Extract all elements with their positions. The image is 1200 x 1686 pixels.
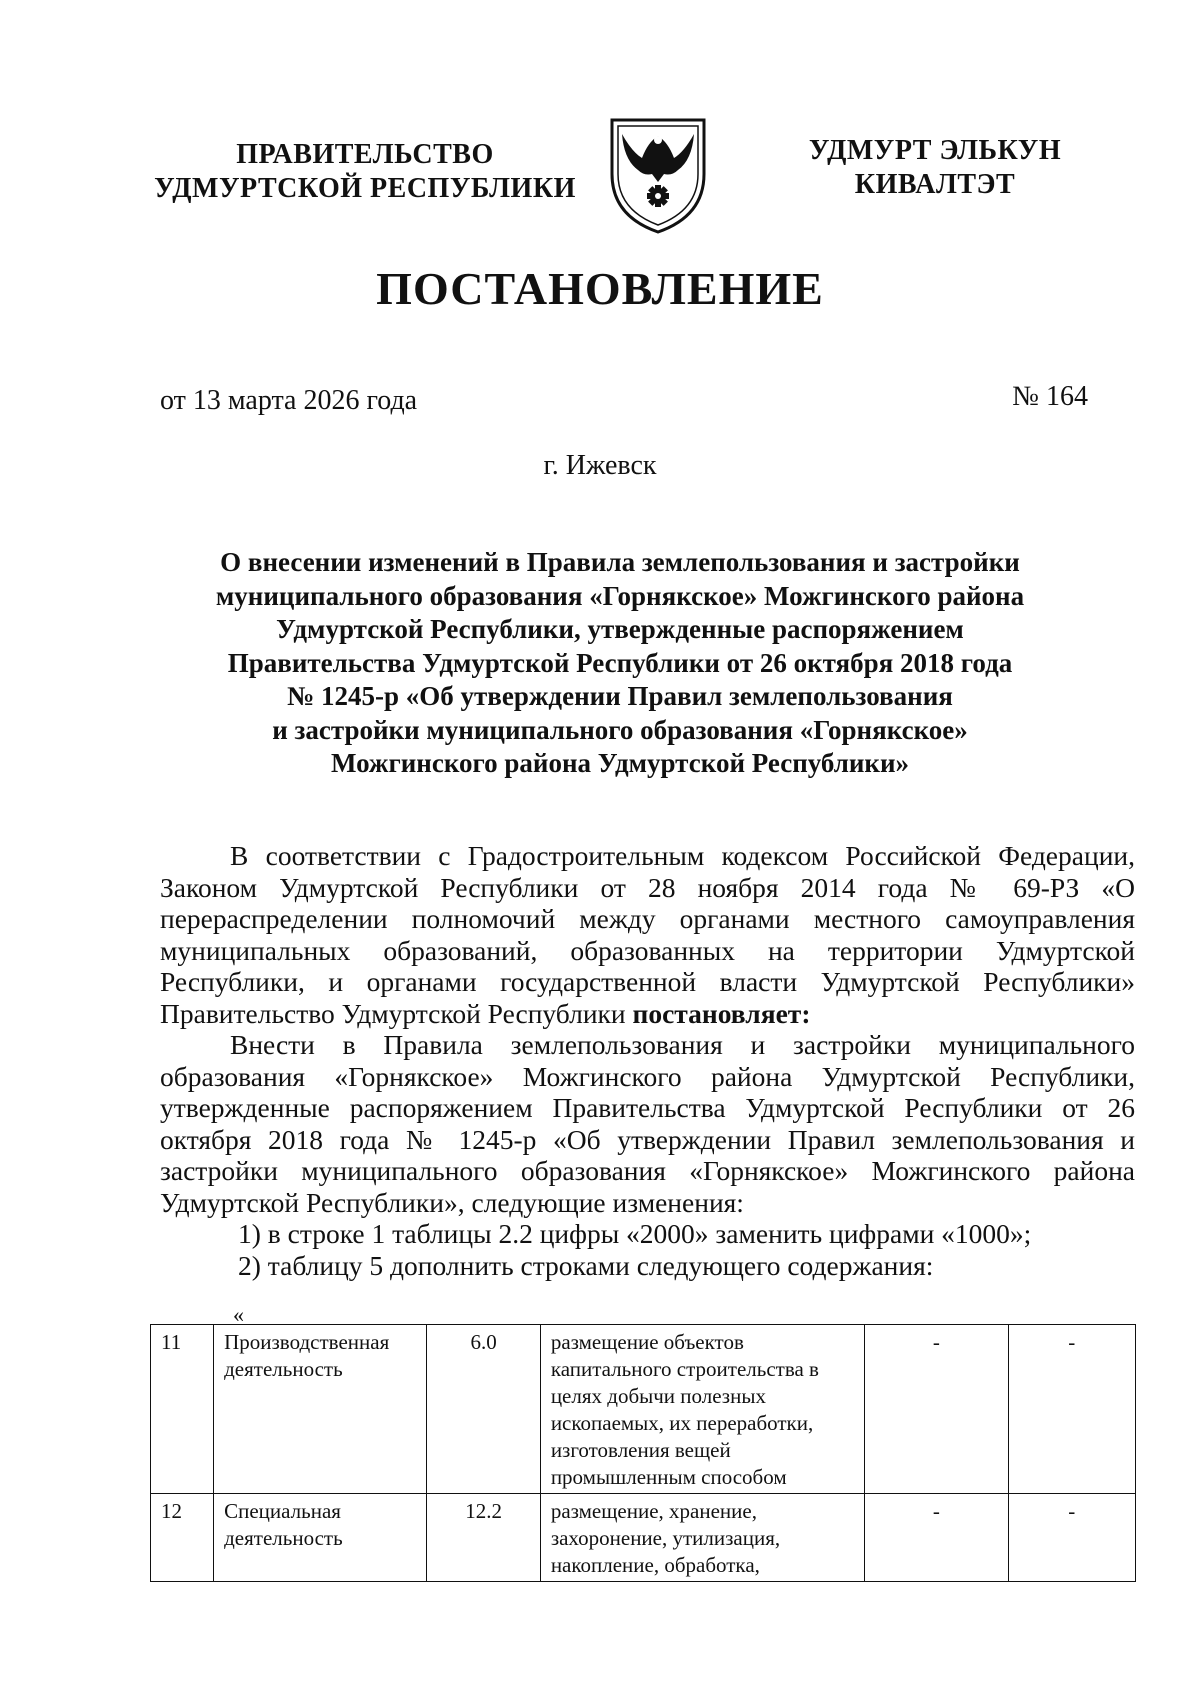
udmurt-coat-of-arms-emblem xyxy=(602,112,714,236)
row-col5: - xyxy=(865,1494,1008,1582)
subject-line: О внесении изменений в Правила землепользования и застройки xyxy=(220,547,1020,577)
document-type-title: ПОСТАНОВЛЕНИЕ xyxy=(376,263,824,314)
header-right-line2: КИВАЛТЭТ xyxy=(854,169,1016,200)
row-code: 6.0 xyxy=(427,1325,540,1494)
row-description: размещение объектов капитального строительства в целях добычи полезных ископаемых, их переработки, изготовления вещей промышленным способом xyxy=(540,1325,864,1494)
row-description: размещение, хранение, захоронение, утилизация, накопление, обработка, xyxy=(540,1494,864,1582)
row-col6: - xyxy=(1008,1325,1135,1494)
document-body xyxy=(160,840,1135,1281)
row-name: Производственная деятельность xyxy=(214,1325,427,1494)
subject-line: и застройки муниципального образования «Горнякское» xyxy=(272,714,968,745)
row-code: 12.2 xyxy=(427,1494,540,1582)
document-date: от 13 марта 2026 года xyxy=(160,385,418,416)
government-name-russian xyxy=(140,138,590,206)
subject-line: Удмуртской Республики, утвержденные распоряжением xyxy=(276,614,964,644)
amendment-paragraph: Внести в Правила землепользования и застройки муниципального образования «Горнякское» Можгинского района Удмуртской Республики, утвержденные распоряжением Правительства Удмуртской Республики от 26 октября 2018 года № 1245-р «Об утверждении Правил землепользования и застройки муниципального образования «Горнякское» Можгинского района Удмуртской Республики», следующие изменения: xyxy=(160,1029,1135,1218)
table-row xyxy=(151,1325,1136,1494)
table-opening-quote: « xyxy=(233,1302,244,1327)
emblem-icon xyxy=(602,112,714,236)
row-number: 11 xyxy=(151,1325,214,1494)
row-col5: - xyxy=(865,1325,1008,1494)
header-left-line1: ПРАВИТЕЛЬСТВО xyxy=(236,139,494,170)
header-left-line2: УДМУРТСКОЙ РЕСПУБЛИКИ xyxy=(154,173,576,204)
row-col6: - xyxy=(1008,1494,1135,1582)
amendment-item-2: 2) таблицу 5 дополнить строками следующего содержания: xyxy=(238,1249,934,1281)
land-use-table xyxy=(150,1324,1136,1582)
subject-line: Правительства Удмуртской Республики от 26 октября 2018 года xyxy=(227,647,1013,678)
subject-line: муниципального образования «Горнякское» Можгинского района xyxy=(215,580,1025,611)
amendment-item-1: 1) в строке 1 таблицы 2.2 цифры «2000» заменить цифрами «1000»; xyxy=(238,1218,1032,1249)
subject-line: № 1245-р «Об утверждении Правил землепользования xyxy=(287,681,953,711)
row-number: 12 xyxy=(151,1494,214,1582)
document-city: г. Ижевск xyxy=(543,450,657,481)
row-name: Специальная деятельность xyxy=(214,1494,427,1582)
subject-line: Можгинского района Удмуртской Республики» xyxy=(330,748,910,778)
table-row xyxy=(151,1494,1136,1582)
document-number: № 164 xyxy=(1012,381,1088,412)
resolves-keyword: постановляет xyxy=(632,997,802,1029)
preamble-paragraph xyxy=(160,840,1135,1029)
document-subject xyxy=(160,546,1080,781)
government-name-udmurt xyxy=(790,134,1080,202)
resolves-colon: : xyxy=(801,997,811,1029)
preamble-text: В соответствии с Градостроительным кодексом Российской Федерации, Законом Удмуртской Республики от 28 ноября 2014 года № 69-РЗ «О перераспределении полномочий между органами местного самоуправления муниципальных образований, образованных на территории Удмуртской Республики, и органами государственной власти Удмуртской Республики» Правительство Удмуртской Республики xyxy=(160,840,1135,1029)
header-right-line1: УДМУРТ ЭЛЬКУН xyxy=(808,135,1062,166)
